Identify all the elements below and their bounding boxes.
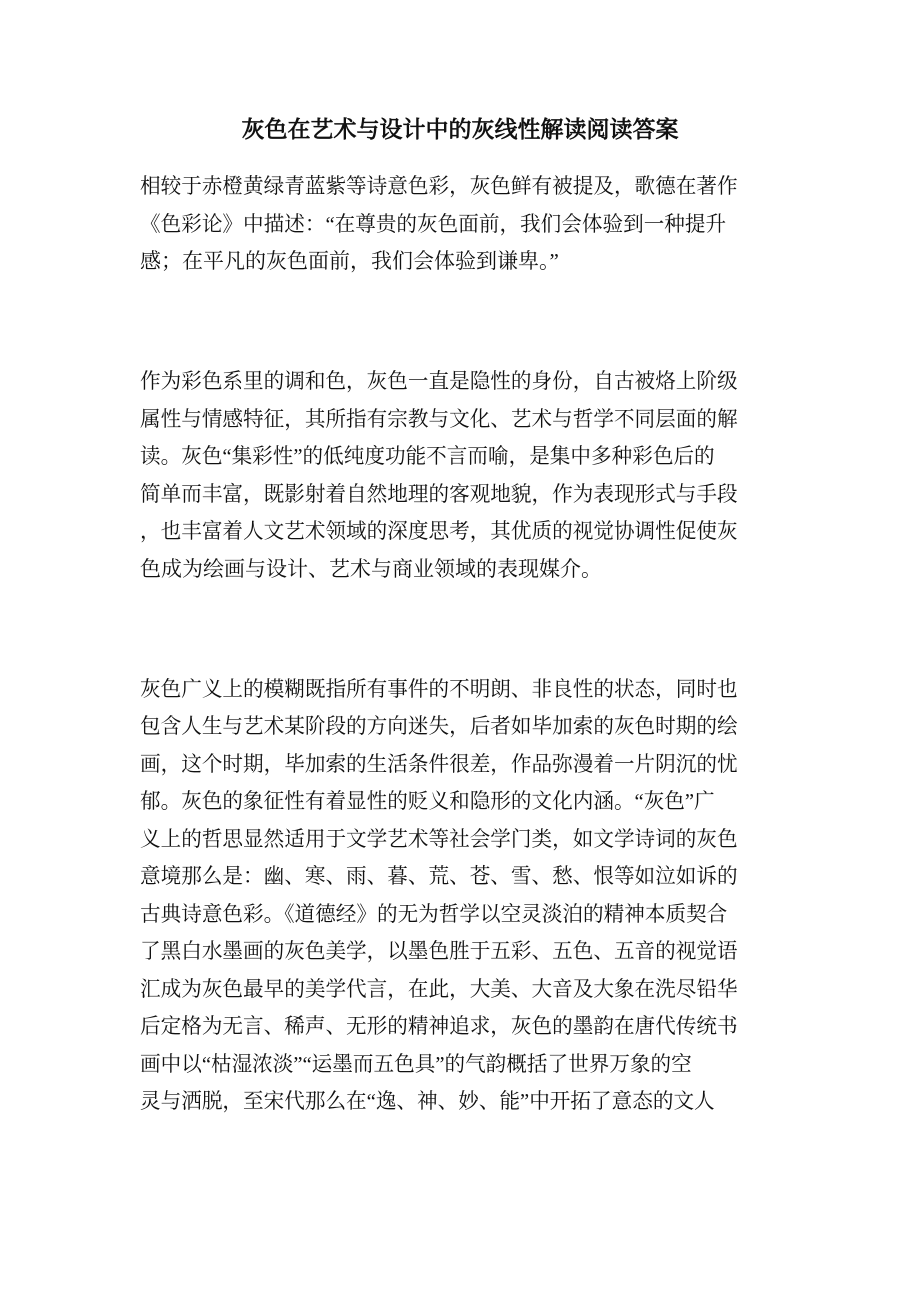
text-line: 包含人生与艺术某阶段的方向迷失，后者如毕加索的灰色时期的绘	[140, 714, 738, 738]
text-line: 读。灰色“集彩性”的低纯度功能不言而喻，是集中多种彩色后的	[140, 444, 715, 468]
text-line: 作为彩色系里的调和色，灰色一直是隐性的身份，自古被烙上阶级	[140, 369, 738, 393]
text-line: 《色彩论》中描述：“在尊贵的灰色面前，我们会体验到一种提升	[140, 211, 727, 236]
text-line: 灰色广义上的模糊既指所有事件的不明朗、非良性的状态，同时也	[140, 676, 738, 701]
text-line: 灵与洒脱，至宋代那么在“逸、神、妙、能”中开拓了意态的文人	[140, 1089, 715, 1113]
text-line: 后定格为无言、稀声、无形的精神追求，灰色的墨韵在唐代传统书	[140, 1014, 738, 1038]
paragraph	[140, 363, 780, 588]
text-line: 画中以“枯湿浓淡”“运墨而五色具”的气韵概括了世界万象的空	[140, 1051, 692, 1076]
text-line: ，也丰富着人文艺术领域的深度思考，其优质的视觉协调性促使灰	[140, 519, 738, 543]
text-line: 相较于赤橙黄绿青蓝紫等诗意色彩，灰色鲜有被提及，歌德在著作	[140, 174, 738, 198]
document-title: 灰色在艺术与设计中的灰线性解读阅读答案	[241, 117, 679, 143]
paragraph	[140, 671, 780, 1121]
text-line: 意境那么是：幽、寒、雨、暮、荒、苍、雪、愁、恨等如泣如诉的	[140, 864, 738, 888]
text-line: 色成为绘画与设计、艺术与商业领域的表现媒介。	[140, 556, 602, 581]
text-line: 郁。灰色的象征性有着显性的贬义和隐形的文化内涵。“灰色”广	[140, 789, 715, 813]
text-line: 属性与情感特征，其所指有宗教与文化、艺术与哲学不同层面的解	[140, 406, 738, 431]
text-line: 简单而丰富，既影射着自然地理的客观地貌，作为表现形式与手段	[140, 481, 738, 506]
paragraph	[140, 168, 780, 281]
document-body	[140, 168, 780, 1203]
text-line: 了黑白水墨画的灰色美学，以墨色胜于五彩、五色、五音的视觉语	[140, 939, 738, 963]
text-line: 感；在平凡的灰色面前，我们会体验到谦卑。”	[140, 249, 559, 273]
text-line: 画，这个时期，毕加索的生活条件很差，作品弥漫着一片阴沉的忧	[140, 751, 738, 776]
text-line: 汇成为灰色最早的美学代言，在此，大美、大音及大象在洗尽铅华	[140, 976, 738, 1001]
text-line: 义上的哲思显然适用于文学艺术等社会学门类，如文学诗词的灰色	[140, 826, 738, 851]
text-line: 古典诗意色彩。《道德经》的无为哲学以空灵淡泊的精神本质契合	[140, 901, 728, 926]
